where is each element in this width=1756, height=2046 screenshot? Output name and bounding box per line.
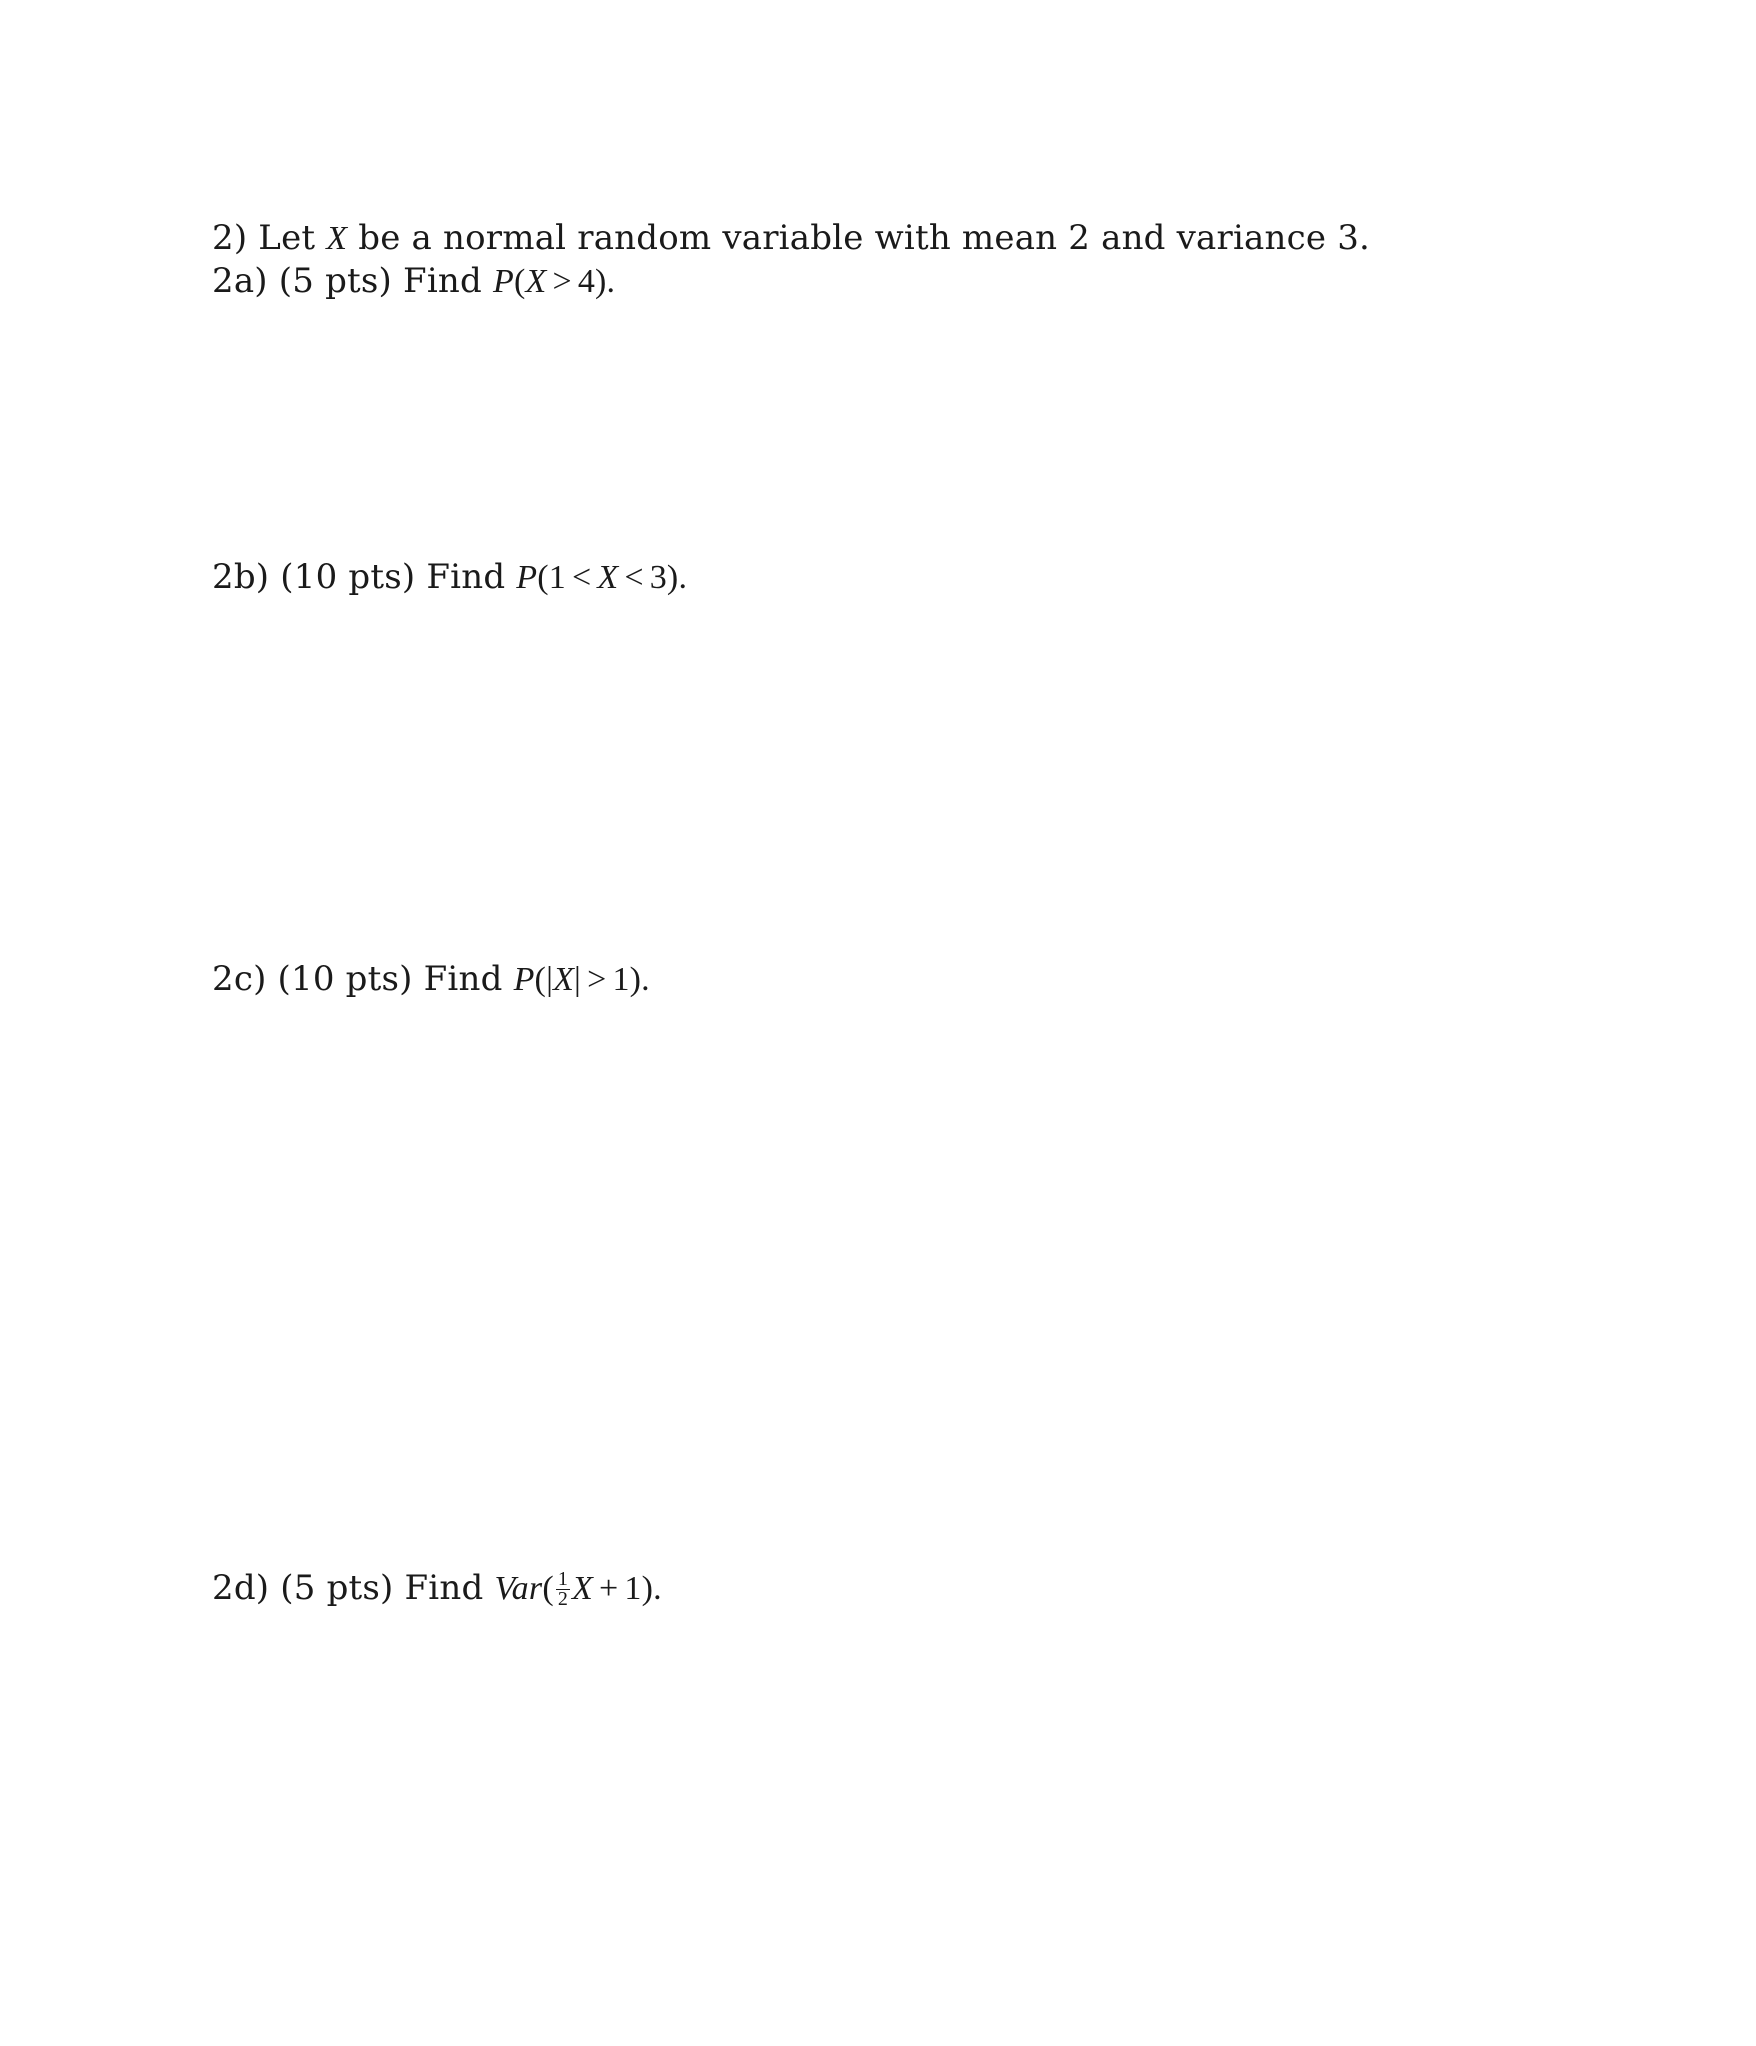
part-2a-expression [493, 263, 615, 300]
expr-function: P [492, 263, 514, 300]
part-2d-expression [494, 1567, 662, 1610]
expr-operator: + [599, 1570, 619, 1607]
problem-intro [212, 216, 1370, 261]
intro-variable: X [326, 220, 348, 257]
expr-variable: X [525, 263, 547, 300]
part-2c-label: 2c) (10 pts) Find [212, 959, 514, 999]
expr-abs-close: | [574, 961, 582, 998]
expr-variable: X [597, 559, 619, 596]
expr-function: Var [494, 1570, 543, 1607]
part-2a-label: 2a) (5 pts) Find [212, 261, 493, 301]
expr-value: 1 [612, 961, 630, 998]
part-2a [212, 259, 615, 304]
expr-open: (| [534, 961, 554, 998]
fraction-denominator: 2 [557, 1587, 569, 1610]
expr-relation: > [552, 263, 572, 300]
expr-function: P [513, 961, 535, 998]
expr-open: ( [513, 263, 526, 300]
expr-relation: < [572, 559, 592, 596]
expr-close: ). [629, 961, 650, 998]
expr-close: ). [666, 559, 688, 596]
expr-variable: X [572, 1570, 594, 1607]
expr-function: P [516, 559, 538, 596]
intro-text-before: 2) Let [212, 218, 327, 258]
expr-variable: X [553, 961, 575, 998]
part-2b-expression [516, 559, 687, 596]
expr-close: ). [595, 263, 616, 300]
expr-lower-bound: 1 [548, 559, 566, 596]
expr-value: 1 [624, 1570, 642, 1607]
part-2b-label: 2b) (10 pts) Find [212, 557, 517, 597]
expr-close: ). [641, 1570, 662, 1607]
expr-open: ( [537, 559, 549, 596]
part-2d-label: 2d) (5 pts) Find [212, 1568, 495, 1608]
expr-fraction [556, 1567, 570, 1610]
expr-value: 4 [577, 263, 596, 300]
part-2b [212, 555, 687, 600]
fraction-numerator: 1 [557, 1567, 569, 1590]
expr-open: ( [542, 1570, 554, 1607]
part-2c-expression [514, 961, 650, 998]
part-2d [212, 1566, 662, 1611]
expr-relation: > [587, 961, 607, 998]
expr-upper-bound: 3 [649, 559, 667, 596]
expr-relation: < [624, 559, 644, 596]
part-2c [212, 957, 650, 1002]
intro-text-after: be a normal random variable with mean 2 and variance 3. [347, 218, 1371, 258]
